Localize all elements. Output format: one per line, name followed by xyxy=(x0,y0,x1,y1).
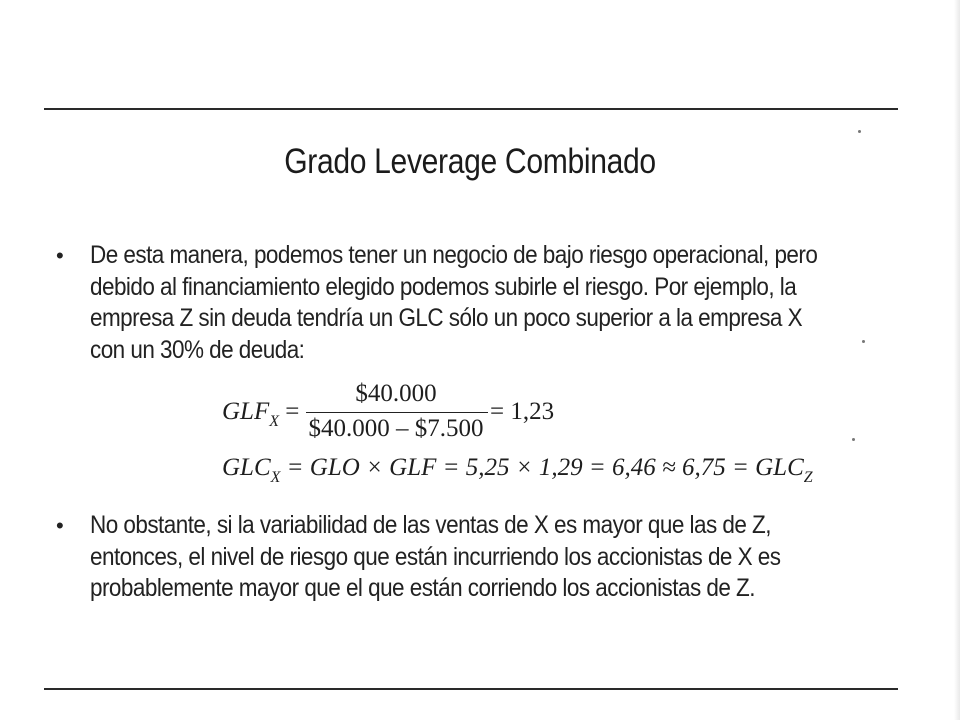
formula-2 xyxy=(222,454,813,486)
paragraph-2-line-3: probablemente mayor que el que están corriendo los accionistas de Z. xyxy=(90,574,755,602)
paragraph-2 xyxy=(90,510,810,605)
paragraph-1-line-1: De esta manera, podemos tener un negocio de bajo riesgo operacional, pero xyxy=(90,241,818,269)
paragraph-1-line-3: empresa Z sin deuda tendría un GLC sólo un poco superior a la empresa X xyxy=(90,304,803,332)
bullet-marker-1: • xyxy=(56,243,64,268)
formula-2-expression: = GLO × GLF = 5,25 × 1,29 = 6,46 ≈ 6,75 = GLC xyxy=(280,454,804,481)
formula-1-glf-subscript: X xyxy=(269,413,280,430)
formula-1-numerator: $40.000 xyxy=(355,380,437,407)
paragraph-1-line-4: con un 30% de deuda: xyxy=(90,335,305,364)
formula-1-equals: = xyxy=(285,398,300,425)
slide-title: Grado Leverage Combinado xyxy=(284,142,656,181)
paragraph-1 xyxy=(90,240,818,366)
formula-1-result: = 1,23 xyxy=(490,398,555,425)
formula-1-glf: GLF xyxy=(222,398,270,425)
formula-2-glc-subscript: X xyxy=(270,469,281,486)
scan-speck xyxy=(852,438,855,441)
bottom-divider xyxy=(44,688,898,690)
scan-speck xyxy=(858,130,861,133)
bullet-marker-2: • xyxy=(56,513,64,538)
paragraph-2-line-1: No obstante, si la variabilidad de las ventas de X es mayor que las de Z, xyxy=(90,511,771,539)
formula-1-denominator: $40.000 – $7.500 xyxy=(308,415,484,442)
formula-1-lhs xyxy=(222,398,300,430)
formula-1-fraction xyxy=(306,380,488,443)
top-divider xyxy=(44,108,898,110)
paragraph-2-line-2: entonces, el nivel de riesgo que están incurriendo los accionistas de X es xyxy=(90,542,781,571)
formula-2-rhs-subscript: Z xyxy=(803,469,813,486)
paragraph-1-line-2: debido al financiamiento elegido podemos subirle el riesgo. Por ejemplo, la xyxy=(90,272,797,301)
formula-2-glc: GLC xyxy=(222,454,271,481)
scan-speck xyxy=(862,340,865,343)
scan-edge-shadow xyxy=(954,0,960,720)
